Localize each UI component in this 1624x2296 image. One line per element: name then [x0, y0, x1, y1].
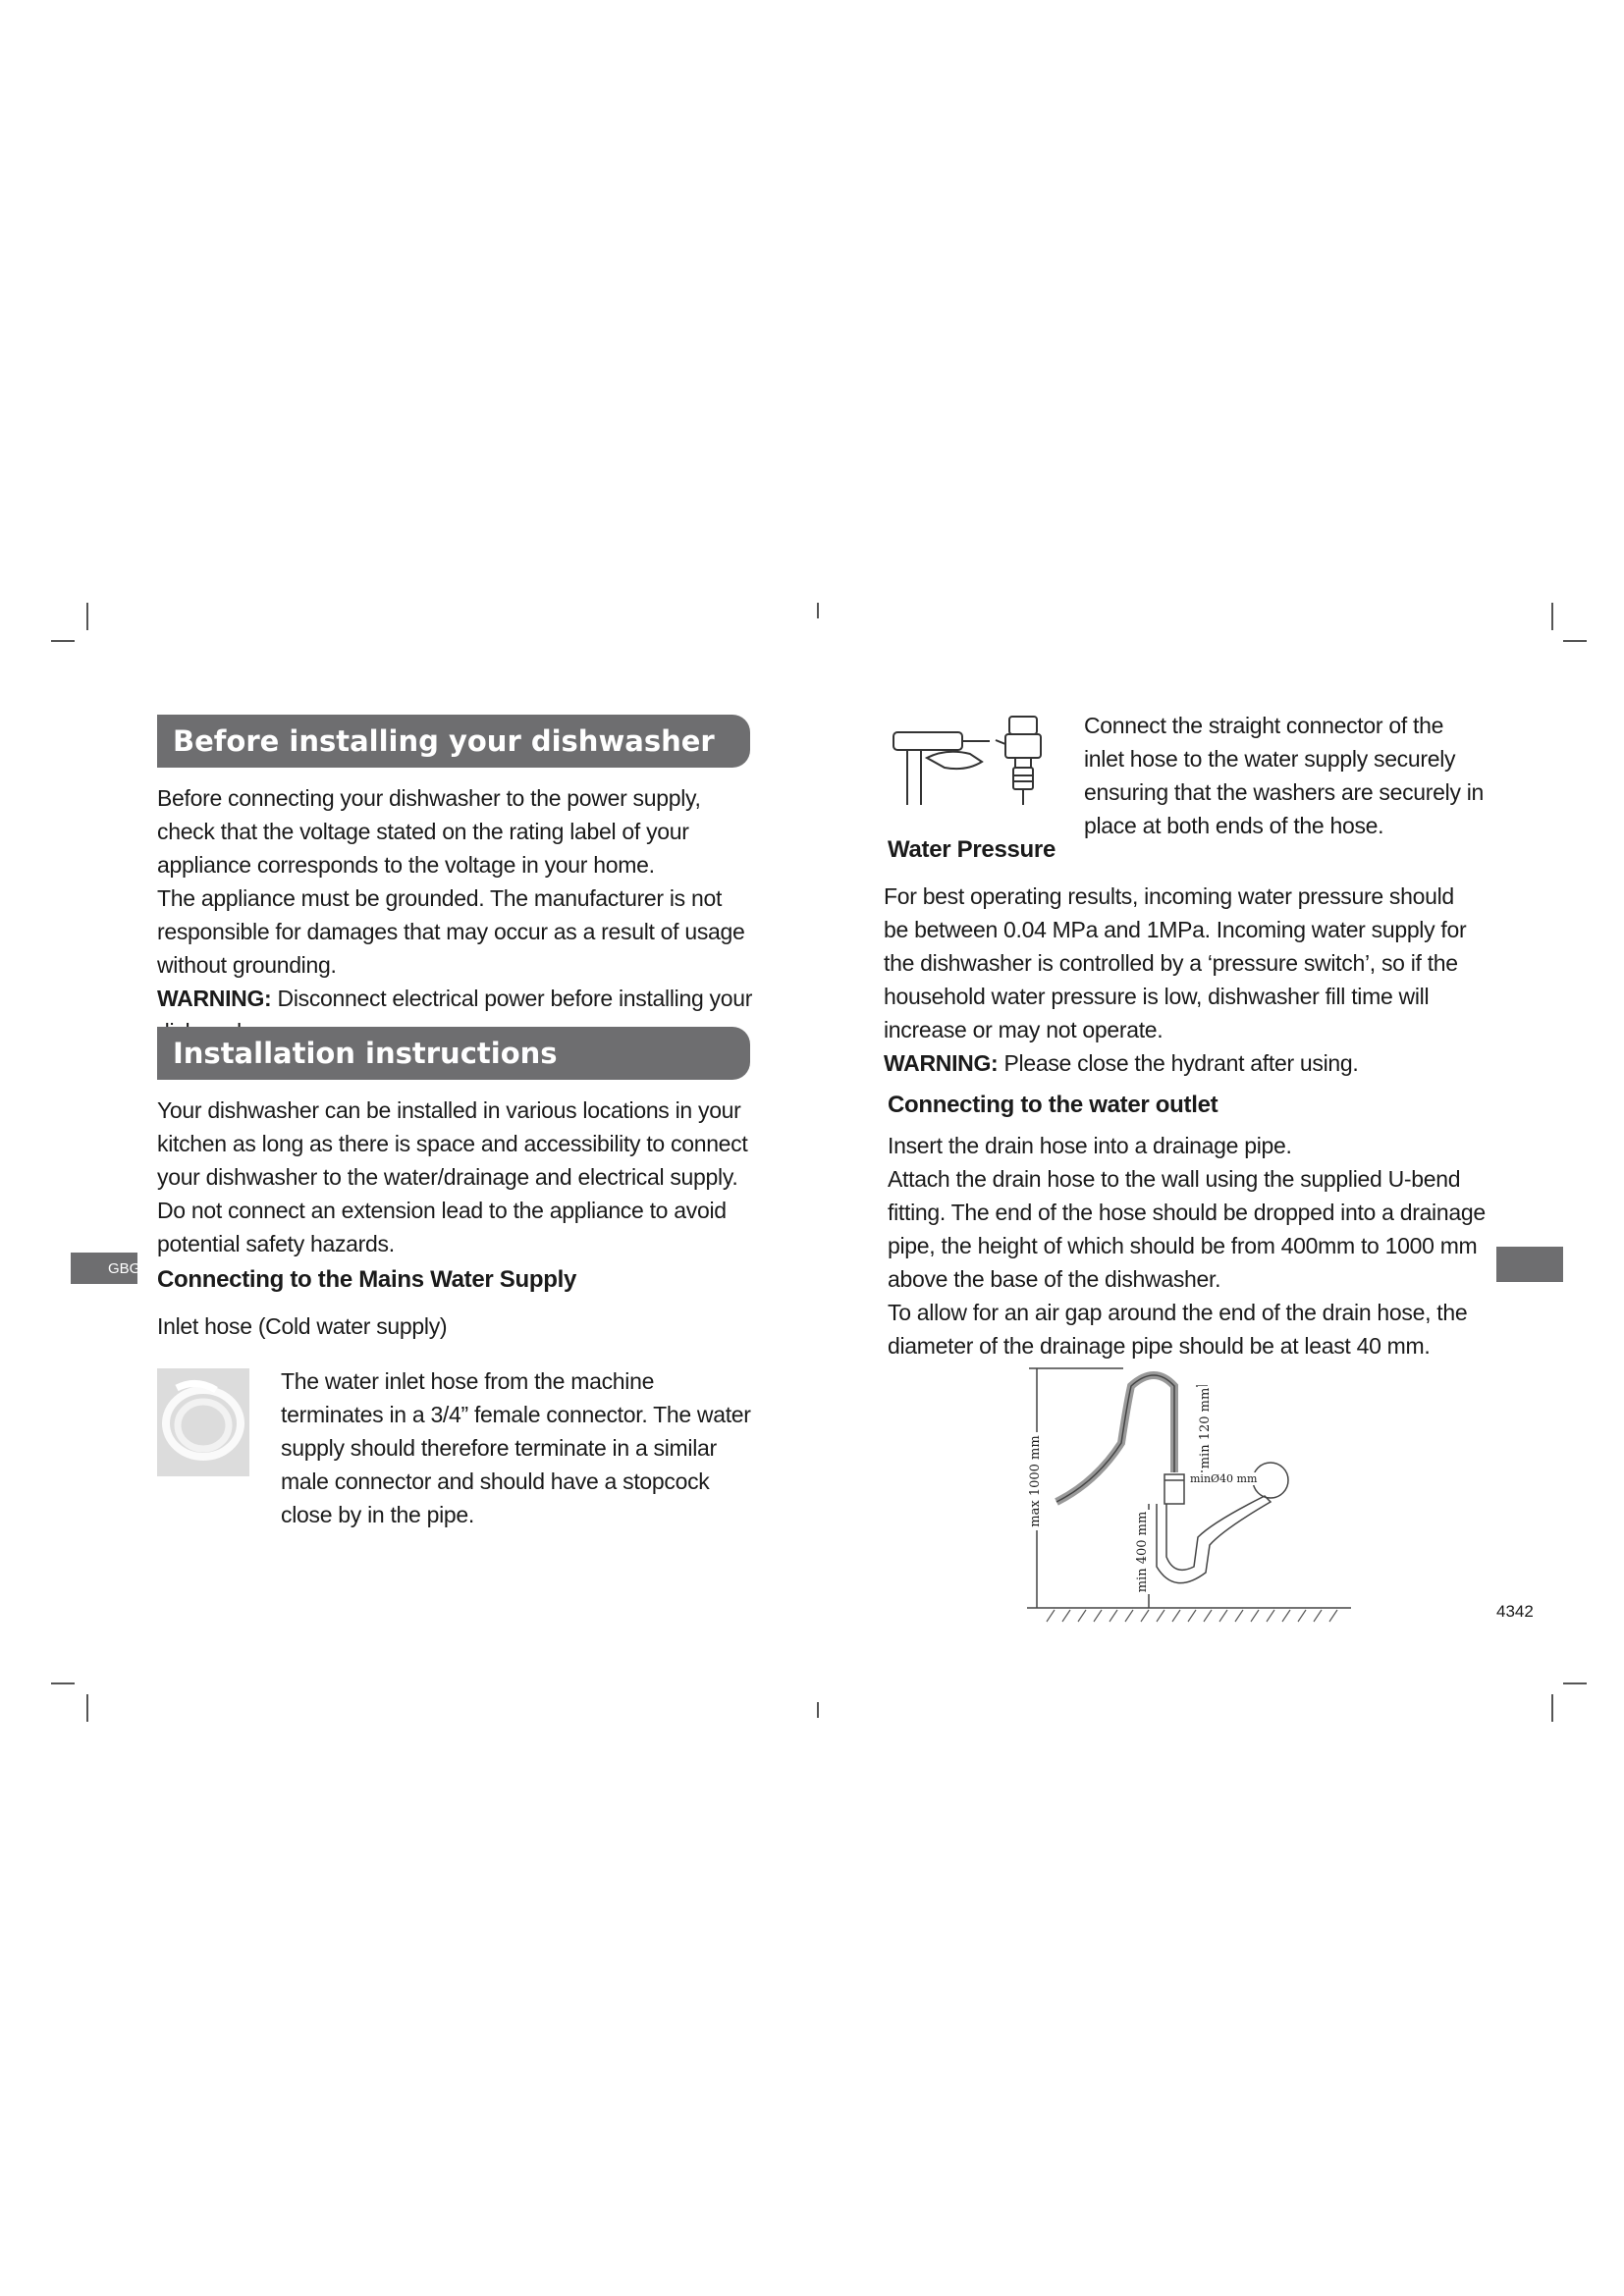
pressure-warning-label: WARNING:: [884, 1050, 999, 1076]
water-pressure-text: [884, 880, 1481, 1080]
outlet-paragraph-2: Attach the drain hose to the wall using the supplied U-bend fitting. The end of the hose should be dropped into a drainage pipe, the height of which should be from 400mm to 1000 mm above the base of the dishwasher.: [888, 1166, 1486, 1292]
crop-mark: [51, 640, 75, 642]
water-outlet-heading: Connecting to the water outlet: [888, 1092, 1218, 1118]
locations-paragraph: Your dishwasher can be installed in various locations in your kitchen as long as there is space and accessibility to connect your dishwasher to the water/drainage and electrical supply.: [157, 1097, 748, 1190]
installation-text: [157, 1094, 758, 1260]
water-outlet-text: [888, 1129, 1496, 1362]
warning-text: Disconnect electrical power before installing your: [277, 986, 753, 1011]
tap-connector-illustration: [888, 711, 1056, 809]
crop-mark: [1563, 1682, 1587, 1684]
language-tab-text: GBGB: [108, 1260, 151, 1277]
max-1000-label: max 1000 mm: [1028, 1432, 1046, 1530]
diameter-label: minØ40 mm: [1190, 1472, 1258, 1485]
section-header-before-installing: Before installing your dishwasher: [157, 715, 750, 768]
min-400-label: min 400 mm: [1135, 1510, 1153, 1594]
drain-hose-diagram: [1017, 1364, 1363, 1635]
before-installing-text: [157, 781, 758, 1048]
page-number: 4342: [1496, 1602, 1534, 1621]
inlet-hose-text: The water inlet hose from the machine terminates in a 3/4” female connector. The water supply should therefore terminate in a similar male connector and should have a stopcock close by in the pipe.: [281, 1368, 751, 1527]
crop-mark: [86, 1694, 88, 1722]
crop-mark: [51, 1682, 75, 1684]
mains-water-heading: Connecting to the Mains Water Supply: [157, 1266, 576, 1293]
crop-mark: [1563, 640, 1587, 642]
crop-mark: [1551, 603, 1553, 630]
crop-mark: [1551, 1694, 1553, 1722]
outlet-paragraph-3: To allow for an air gap around the end of the drain hose, the diameter of the drainage pipe should be at least 40 mm.: [888, 1300, 1468, 1359]
water-pressure-heading: Water Pressure: [888, 836, 1056, 863]
crop-mark: [86, 603, 88, 630]
extension-paragraph: Do not connect an extension lead to the appliance to avoid potential safety hazards.: [157, 1198, 727, 1256]
inlet-hose-label: Inlet hose (Cold water supply): [157, 1313, 448, 1339]
pressure-paragraph: For best operating results, incoming water pressure should be between 0.04 MPa and 1MPa. Incoming water supply for the dishwasher is controlled by a ‘pressure switch’, so if the household water pressure is low, dishwasher fill time will increase or may not operate.: [884, 883, 1467, 1042]
voltage-paragraph: Before connecting your dishwasher to the power supply, check that the voltage stated on the rating label of your appliance corresponds to the voltage in your home.: [157, 785, 701, 878]
min-120-label: min 120 mm: [1198, 1386, 1216, 1470]
crop-mark: [817, 603, 819, 618]
pressure-warning: [884, 1046, 1481, 1080]
crop-mark: [817, 1702, 819, 1718]
section-header-installation: Installation instructions: [157, 1027, 750, 1080]
connector-text: Connect the straight connector of the inlet hose to the water supply securely ensuring that the washers are securely in place at both ends of the hose.: [1084, 713, 1485, 838]
page-tab: [1496, 1247, 1563, 1282]
inlet-hose-photo: [157, 1368, 249, 1476]
pressure-warning-text: Please close the hydrant after using.: [1003, 1050, 1359, 1076]
warning-label: WARNING:: [157, 986, 272, 1011]
grounding-paragraph: The appliance must be grounded. The manufacturer is not responsible for damages that may occur as a result of usage without grounding.: [157, 885, 745, 978]
outlet-paragraph-1: Insert the drain hose into a drainage pipe.: [888, 1133, 1292, 1158]
